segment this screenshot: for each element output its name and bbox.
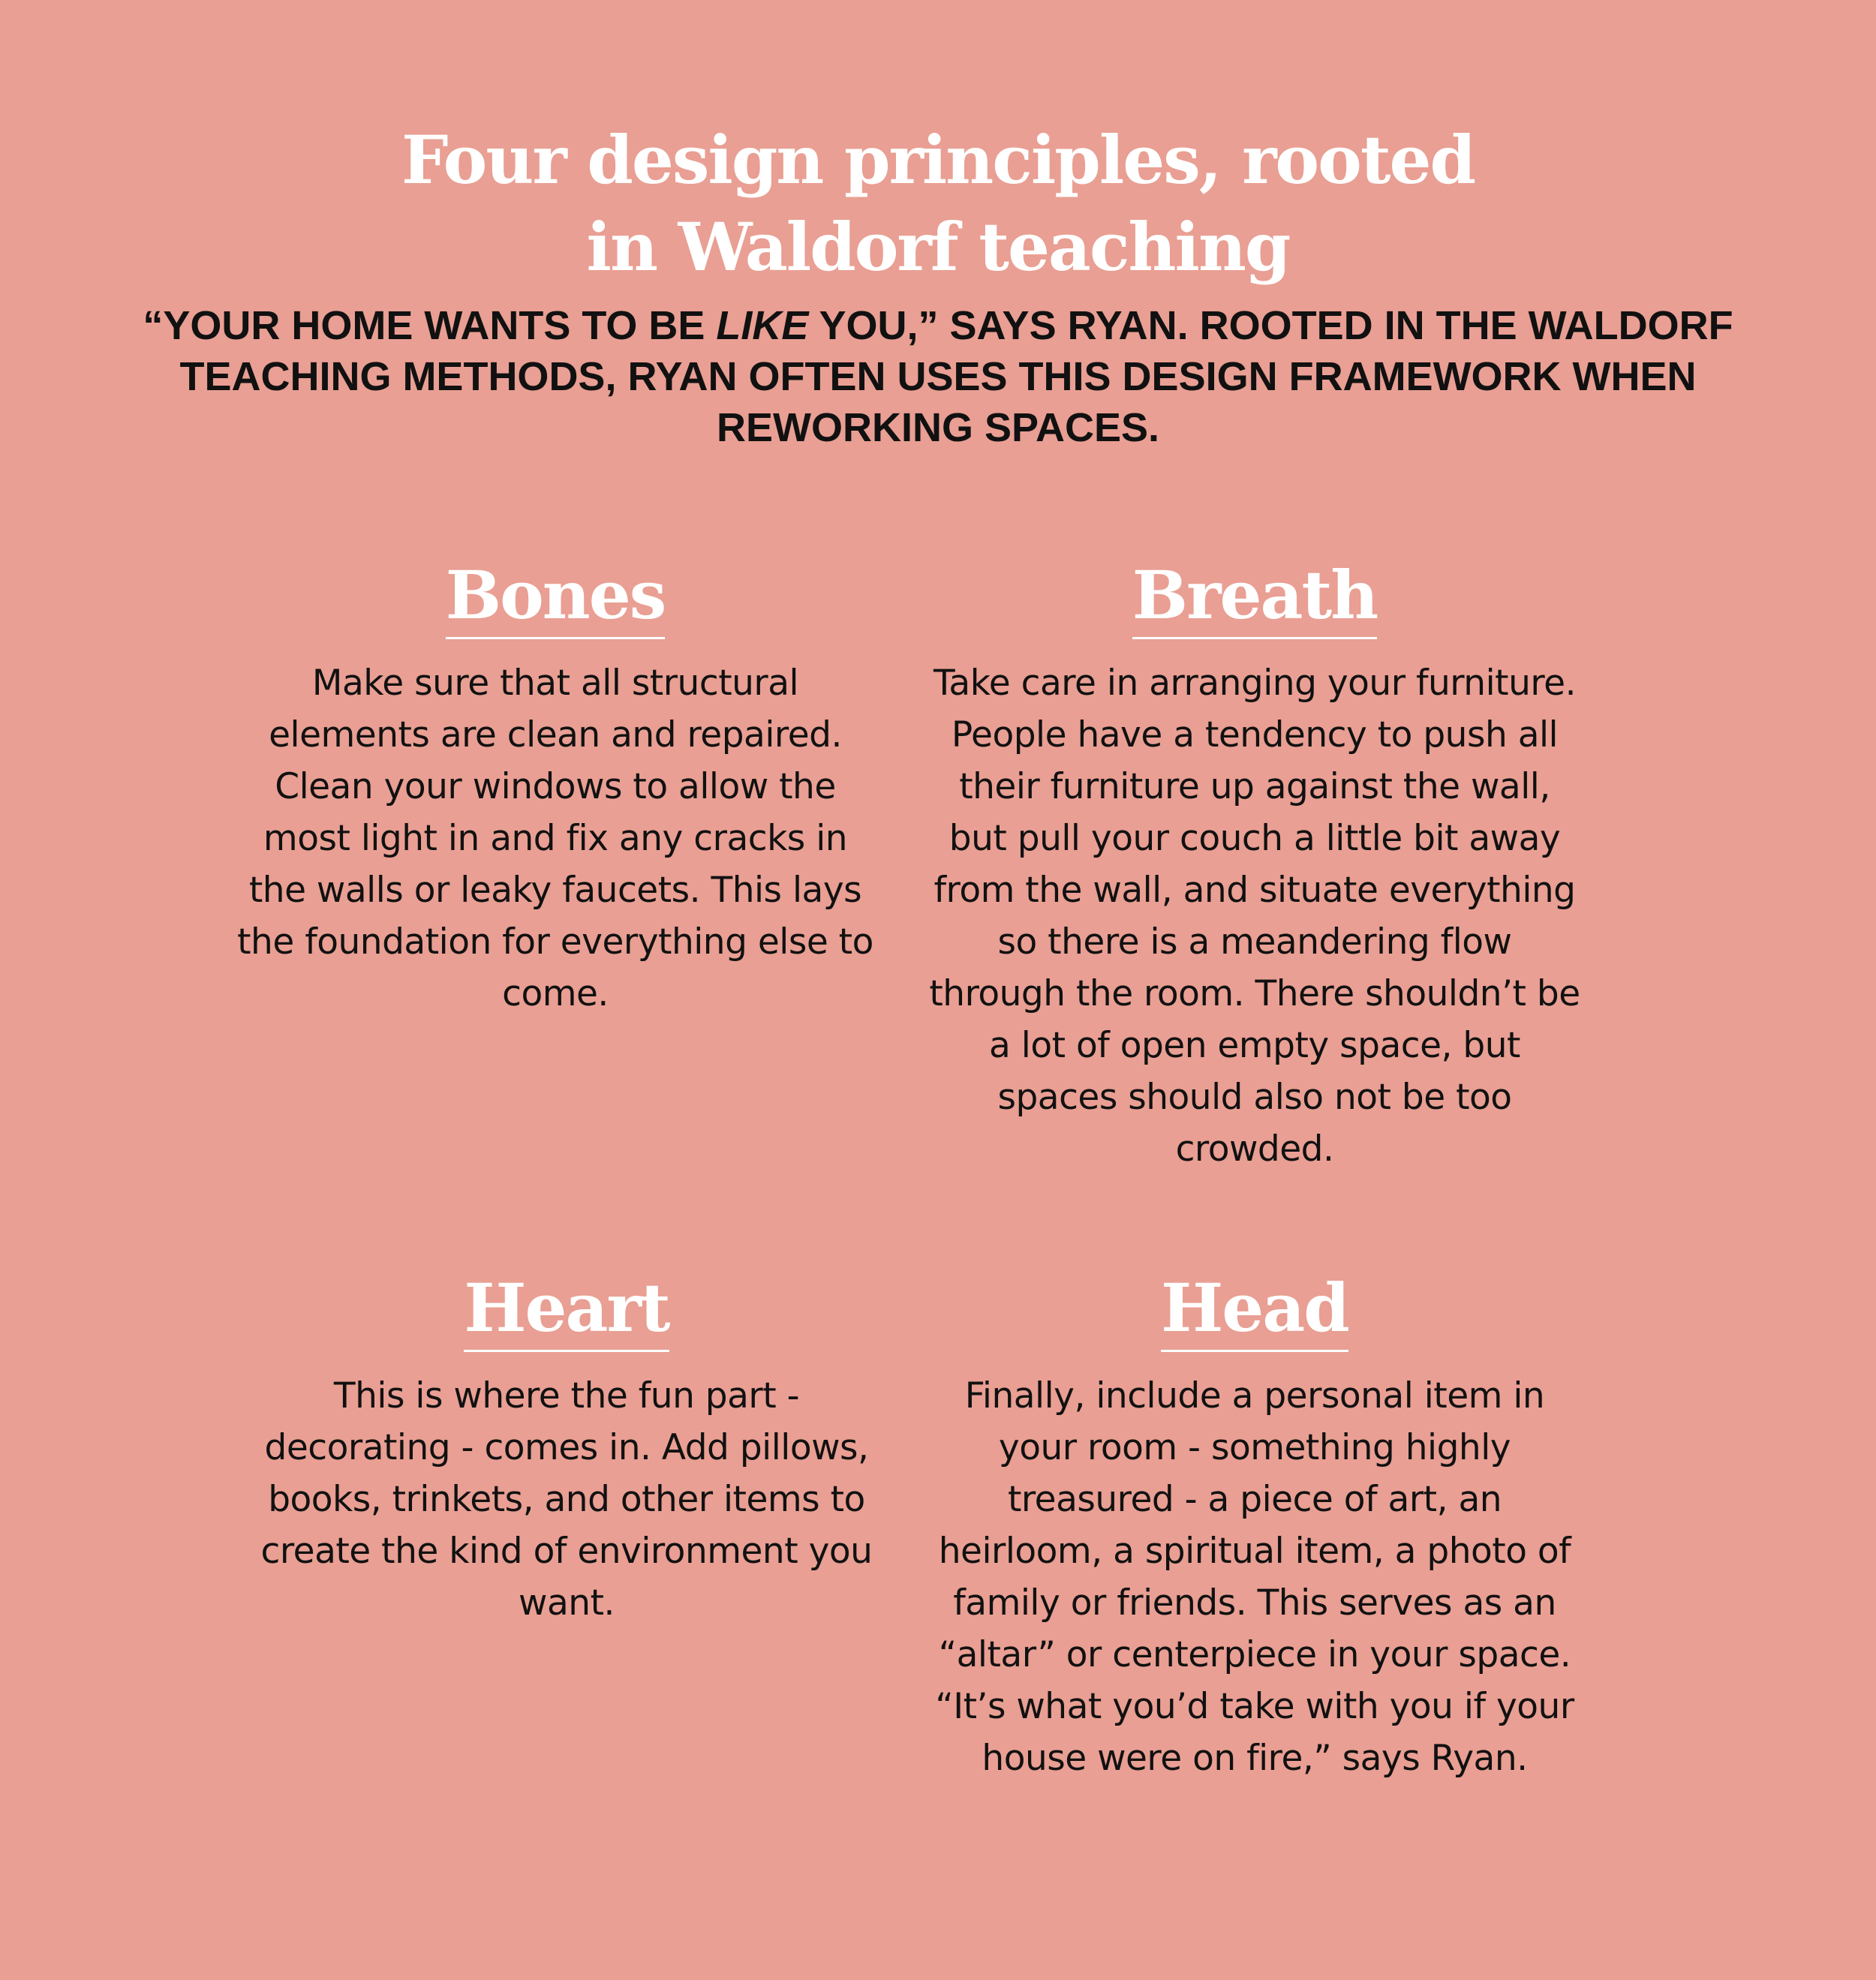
principle-breath (917, 556, 1592, 1175)
principle-body-head: Finally, include a personal item in your room - something highly treasured - a piece of art, an heirloom, a spiritual item, a photo of family or friends. This serves as an “altar” or centerpiece in your space. “It’s what you’d take with you if your house were on fire,” says Ryan. (935, 1375, 1574, 1779)
principle-heading-breath: Breath (1132, 559, 1377, 639)
page-title (0, 116, 1876, 290)
principle-head (917, 1269, 1592, 1784)
principle-heading-heart: Heart (464, 1272, 669, 1352)
principle-body-bones: Make sure that all structural elements are clean and repaired. Clean your windows to allow the most light in and fix any cracks in the walls or leaky faucets. This lays the foundation for everything else to come. (237, 663, 873, 1014)
title-line-1: Four design principles, rooted (401, 121, 1475, 199)
principle-heading-head: Head (1161, 1272, 1348, 1352)
principle-bones (218, 556, 893, 1020)
intro-part-2: YOU,” SAYS RYAN. ROOTED IN THE WALDORF TEACHING METHODS, RYAN OFTEN USES THIS DESIGN FRAMEWORK WHEN REWORKING SPACES. (179, 303, 1733, 450)
principle-heading-bones: Bones (446, 559, 666, 639)
principle-heart (229, 1269, 904, 1629)
intro-part-1: “YOUR HOME WANTS TO BE (143, 303, 717, 348)
intro-emphasis: LIKE (716, 303, 809, 348)
intro-text (113, 300, 1763, 453)
title-line-2: in Waldorf teaching (586, 208, 1290, 286)
principle-body-breath: Take care in arranging your furniture. People have a tendency to push all their furniture up against the wall, but pull your couch a little bit away from the wall, and situate everything so there is a meandering flow through the room. There shouldn’t be a lot of open empty space, but spaces should also not be too crowded. (929, 663, 1580, 1170)
principle-body-heart: This is where the fun part - decorating - comes in. Add pillows, books, trinkets, and other items to create the kind of environment you want. (260, 1375, 873, 1624)
